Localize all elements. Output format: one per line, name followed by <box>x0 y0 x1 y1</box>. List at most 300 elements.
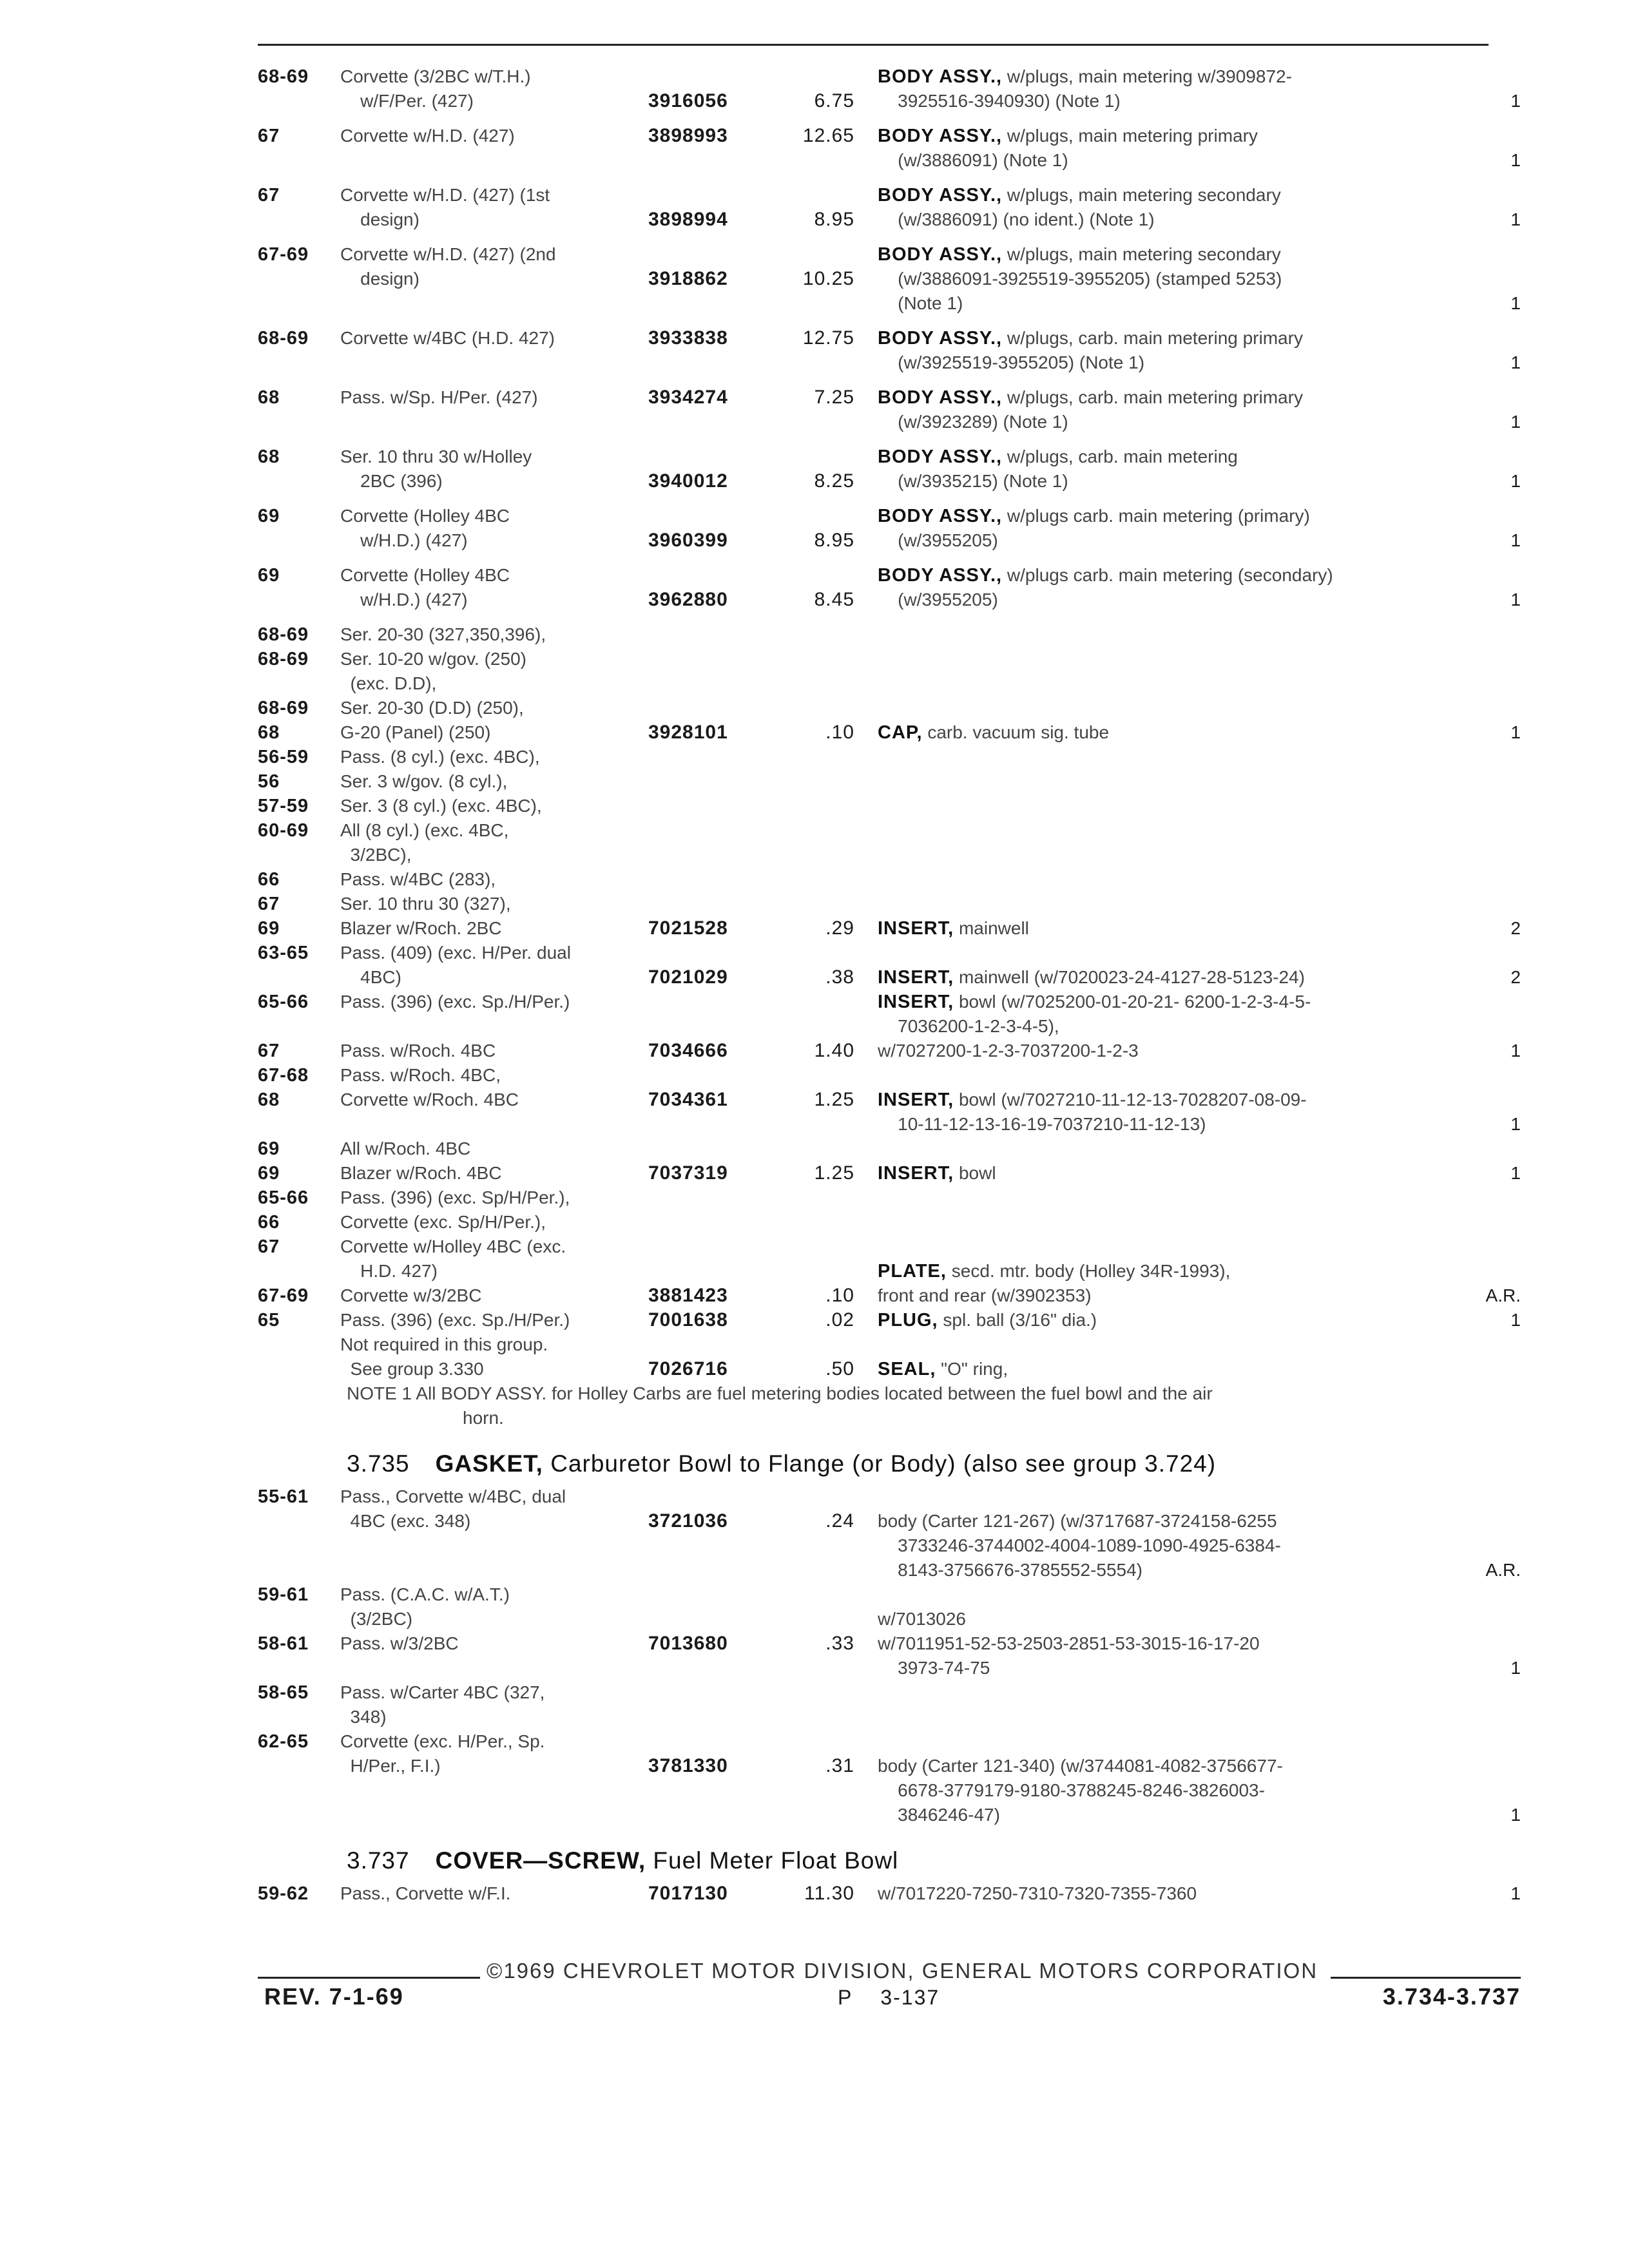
quantity: 1 <box>1510 1883 1521 1903</box>
catalog-row <box>258 1332 1521 1357</box>
model-years: 60-69 <box>258 820 309 841</box>
part-description <box>878 990 1438 1014</box>
model-years: 67 <box>258 894 280 914</box>
quantity: 2 <box>1510 918 1521 938</box>
part-description <box>878 183 1438 207</box>
application: Corvette (Holley 4BC <box>340 565 510 585</box>
catalog-row <box>258 1582 1521 1607</box>
application: H.D. 427) <box>340 1261 438 1281</box>
quantity: 1 <box>1510 209 1521 229</box>
list-price: 8.45 <box>814 589 854 610</box>
catalog-row <box>258 1485 1521 1509</box>
application: H/Per., F.I.) <box>340 1756 441 1776</box>
model-years: 67 <box>258 1236 280 1257</box>
list-price: .02 <box>825 1309 854 1331</box>
part-name: PLUG, <box>878 1310 938 1331</box>
section-number: 3.737 <box>347 1847 410 1874</box>
catalog-row <box>258 745 1521 769</box>
description-text: w/plugs, main metering secondary <box>1002 185 1281 205</box>
catalog-row <box>258 588 1521 612</box>
application: Ser. 3 (8 cyl.) (exc. 4BC), <box>340 796 542 816</box>
description-text: body (Carter 121-267) (w/3717687-3724158-6255 <box>878 1511 1277 1531</box>
quantity: 1 <box>1510 1041 1521 1061</box>
description-text: w/plugs, carb. main metering primary <box>1002 328 1303 348</box>
application: Corvette (3/2BC w/T.H.) <box>340 66 531 86</box>
model-years: 68-69 <box>258 698 309 718</box>
catalog-row <box>258 818 1521 843</box>
application: 4BC) <box>340 967 401 987</box>
part-number: 3918862 <box>648 268 728 289</box>
description-text: (w/3923289) (Note 1) <box>878 412 1068 432</box>
part-description <box>878 326 1438 351</box>
group-range: 3.734-3.737 <box>1382 1983 1521 2010</box>
list-price: 10.25 <box>802 268 854 289</box>
spacer <box>258 113 1521 124</box>
application: Corvette w/H.D. (427) (2nd <box>340 244 556 264</box>
model-years: 55-61 <box>258 1486 309 1507</box>
application: 4BC (exc. 348) <box>340 1511 471 1531</box>
part-name: INSERT, <box>878 918 954 939</box>
catalog-row <box>258 207 1521 232</box>
quantity: 1 <box>1510 1805 1521 1825</box>
part-description <box>878 1014 1438 1039</box>
application: Pass. w/Carter 4BC (327, <box>340 1682 545 1702</box>
catalog-row <box>258 504 1521 528</box>
description-text: w/7017220-7250-7310-7320-7355-7360 <box>878 1883 1197 1903</box>
description-text: spl. ball (3/16" dia.) <box>938 1310 1097 1330</box>
application: Pass. w/Roch. 4BC <box>340 1041 496 1061</box>
catalog-row <box>258 892 1521 916</box>
description-text: secd. mtr. body (Holley 34R-1993), <box>946 1261 1231 1281</box>
catalog-row <box>258 1729 1521 1754</box>
part-description <box>878 1754 1438 1778</box>
description-text: 3846246-47) <box>878 1805 1000 1825</box>
part-number: 7017130 <box>648 1883 728 1904</box>
model-years: 68-69 <box>258 328 309 349</box>
catalog-row <box>258 1063 1521 1088</box>
part-description <box>878 965 1438 990</box>
application: w/H.D.) (427) <box>340 530 468 550</box>
quantity: 1 <box>1510 352 1521 372</box>
list-price: .24 <box>825 1510 854 1532</box>
model-years: 67-68 <box>258 1065 309 1086</box>
part-name: BODY ASSY., <box>878 126 1003 146</box>
copyright-line <box>258 1959 1521 1984</box>
quantity: 1 <box>1510 530 1521 550</box>
page-footer <box>258 1983 1521 2015</box>
catalog-row <box>258 1137 1521 1161</box>
catalog-row <box>258 1533 1521 1558</box>
part-description <box>878 64 1438 89</box>
model-years: 67 <box>258 126 280 146</box>
part-number: 7021528 <box>648 918 728 939</box>
application: Corvette w/H.D. (427) (1st <box>340 185 550 205</box>
description-text: 8143-3756676-3785552-5554) <box>878 1560 1143 1580</box>
part-description <box>878 207 1438 232</box>
catalog-row <box>258 1558 1521 1582</box>
application: Corvette w/4BC (H.D. 427) <box>340 328 555 348</box>
part-description <box>878 1088 1438 1112</box>
model-years: 68-69 <box>258 66 309 87</box>
quantity: 1 <box>1510 293 1521 313</box>
rule-right <box>1331 1977 1521 1979</box>
model-years: 68 <box>258 387 280 408</box>
description-text: bowl (w/7027210-11-12-13-7028207-08-09- <box>954 1090 1307 1110</box>
model-years: 56-59 <box>258 747 309 767</box>
description-text: w/plugs, carb. main metering <box>1002 447 1238 466</box>
catalog-row <box>258 1161 1521 1186</box>
copyright-text: ©1969 CHEVROLET MOTOR DIVISION, GENERAL MOTORS CORPORATION <box>487 1959 1318 1983</box>
catalog-row <box>258 647 1521 671</box>
description-text: "O" ring, <box>936 1359 1008 1379</box>
catalog-row <box>258 916 1521 941</box>
description-text: body (Carter 121-340) (w/3744081-4082-3756677- <box>878 1756 1283 1776</box>
footnote-line: NOTE 1 All BODY ASSY. for Holley Carbs are fuel metering bodies located between the fuel bowl and the air <box>347 1383 1213 1403</box>
description-text: carb. vacuum sig. tube <box>922 722 1110 742</box>
revision-date: REV. 7-1-69 <box>264 1983 404 2010</box>
part-description <box>878 1357 1438 1381</box>
part-description <box>878 267 1438 291</box>
catalog-row <box>258 469 1521 494</box>
application: (3/2BC) <box>340 1609 413 1629</box>
part-description <box>878 528 1438 553</box>
list-price: .50 <box>825 1358 854 1379</box>
catalog-row <box>258 242 1521 267</box>
catalog-row <box>258 843 1521 867</box>
list-price: 8.95 <box>814 209 854 230</box>
part-description <box>878 1881 1438 1906</box>
part-name: PLATE, <box>878 1261 947 1282</box>
part-description <box>878 1259 1438 1283</box>
part-name: INSERT, <box>878 1163 954 1184</box>
section-heading <box>347 1448 1521 1479</box>
application: Corvette w/3/2BC <box>340 1285 482 1305</box>
part-description <box>878 1558 1438 1582</box>
part-number: 7021029 <box>648 966 728 988</box>
part-description <box>878 504 1438 528</box>
spacer <box>258 434 1521 445</box>
section-title: COVER—SCREW, <box>435 1847 646 1874</box>
application: Ser. 3 w/gov. (8 cyl.), <box>340 771 508 791</box>
part-number: 3960399 <box>648 530 728 551</box>
application: 2BC (396) <box>340 471 443 491</box>
catalog-row <box>258 267 1521 291</box>
catalog-row <box>258 64 1521 89</box>
application: design) <box>340 209 419 229</box>
page-number: P 3-137 <box>838 1986 940 2009</box>
description-text: bowl <box>954 1163 996 1183</box>
model-years: 66 <box>258 1212 280 1233</box>
application: 3/2BC), <box>340 845 412 865</box>
catalog-row <box>258 1680 1521 1705</box>
description-text: (Note 1) <box>878 293 963 313</box>
quantity: 1 <box>1510 150 1521 170</box>
catalog-row <box>258 1656 1521 1680</box>
parts-catalog-page <box>258 64 1521 1906</box>
part-number: 7013680 <box>648 1633 728 1654</box>
application: Blazer w/Roch. 4BC <box>340 1163 502 1183</box>
spacer <box>258 232 1521 242</box>
description-text: w/7011951-52-53-2503-2851-53-3015-16-17-20 <box>878 1633 1260 1653</box>
application: Ser. 10 thru 30 (327), <box>340 894 511 914</box>
description-text: (w/3935215) (Note 1) <box>878 471 1068 491</box>
list-price: 12.75 <box>802 327 854 349</box>
part-name: INSERT, <box>878 992 954 1012</box>
description-text: (w/3886091) (Note 1) <box>878 150 1068 170</box>
application: Ser. 20-30 (D.D) (250), <box>340 698 524 718</box>
list-price: 8.95 <box>814 530 854 551</box>
description-text: 3925516-3940930) (Note 1) <box>878 91 1121 111</box>
description-text: w/plugs, main metering secondary <box>1002 244 1281 264</box>
part-name: INSERT, <box>878 1090 954 1110</box>
model-years: 59-61 <box>258 1584 309 1605</box>
application: Pass. w/4BC (283), <box>340 869 496 889</box>
part-description <box>878 124 1438 148</box>
catalog-row <box>258 1259 1521 1283</box>
part-number: 3881423 <box>648 1285 728 1306</box>
catalog-row <box>258 410 1521 434</box>
model-years: 69 <box>258 506 280 526</box>
application: All (8 cyl.) (exc. 4BC, <box>340 820 509 840</box>
list-price: 8.25 <box>814 470 854 492</box>
quantity: 2 <box>1510 967 1521 987</box>
application: Pass. w/Roch. 4BC, <box>340 1065 501 1085</box>
part-name: BODY ASSY., <box>878 387 1003 408</box>
description-text: mainwell <box>954 918 1029 938</box>
part-description <box>878 291 1438 316</box>
quantity: 1 <box>1510 722 1521 742</box>
catalog-row <box>258 124 1521 148</box>
part-description <box>878 1607 1438 1631</box>
application: Corvette (exc. H/Per., Sp. <box>340 1731 545 1751</box>
application: w/F/Per. (427) <box>340 91 474 111</box>
catalog-row <box>258 1088 1521 1112</box>
model-years: 68 <box>258 447 280 467</box>
description-text: w/7027200-1-2-3-7037200-1-2-3 <box>878 1041 1139 1061</box>
part-description <box>878 1308 1438 1332</box>
part-name: BODY ASSY., <box>878 506 1003 526</box>
part-description <box>878 1283 1438 1308</box>
application: Corvette w/H.D. (427) <box>340 126 515 146</box>
part-number: 7034666 <box>648 1040 728 1061</box>
quantity: 1 <box>1510 471 1521 491</box>
description-text: (w/3886091-3925519-3955205) (stamped 5253) <box>878 269 1282 289</box>
catalog-row <box>258 1308 1521 1332</box>
part-description <box>878 588 1438 612</box>
list-price: 1.40 <box>814 1040 854 1061</box>
part-name: BODY ASSY., <box>878 328 1003 349</box>
description-text: bowl (w/7025200-01-20-21- 6200-1-2-3-4-5- <box>954 992 1311 1012</box>
top-rule <box>258 44 1489 46</box>
catalog-row <box>258 351 1521 375</box>
part-number: 3898993 <box>648 125 728 146</box>
footnote-line: horn. <box>463 1408 504 1428</box>
spacer <box>258 553 1521 563</box>
application: Corvette w/Holley 4BC (exc. <box>340 1236 566 1256</box>
rule-left <box>258 1977 480 1979</box>
description-text: 10-11-12-13-16-19-7037210-11-12-13) <box>878 1114 1206 1134</box>
catalog-row <box>258 528 1521 553</box>
application: Corvette w/Roch. 4BC <box>340 1090 519 1110</box>
part-description <box>878 1112 1438 1137</box>
quantity: 1 <box>1510 1114 1521 1134</box>
catalog-row <box>258 622 1521 647</box>
quantity: 1 <box>1510 1310 1521 1330</box>
part-description <box>878 445 1438 469</box>
catalog-row <box>258 183 1521 207</box>
list-price: 12.65 <box>802 125 854 146</box>
description-text: (w/3925519-3955205) (Note 1) <box>878 352 1145 372</box>
catalog-row <box>258 1607 1521 1631</box>
catalog-row <box>258 1754 1521 1778</box>
part-description <box>878 1039 1438 1063</box>
description-text: 3973-74-75 <box>878 1658 990 1678</box>
model-years: 65 <box>258 1310 280 1331</box>
catalog-row <box>258 1509 1521 1533</box>
part-description <box>878 1161 1438 1186</box>
footnote <box>347 1381 1442 1430</box>
application: Pass. (396) (exc. Sp/H/Per.), <box>340 1187 570 1207</box>
part-number: 3933838 <box>648 327 728 349</box>
description-text: w/plugs, carb. main metering primary <box>1002 387 1303 407</box>
part-description <box>878 1778 1438 1803</box>
part-number: 3721036 <box>648 1510 728 1532</box>
quantity: 1 <box>1510 91 1521 111</box>
catalog-row <box>258 148 1521 173</box>
part-name: BODY ASSY., <box>878 185 1003 206</box>
model-years: 62-65 <box>258 1731 309 1752</box>
part-description <box>878 1656 1438 1680</box>
description-text: front and rear (w/3902353) <box>878 1285 1092 1305</box>
part-description <box>878 148 1438 173</box>
description-text: (w/3886091) (no ident.) (Note 1) <box>878 209 1155 229</box>
part-description <box>878 1509 1438 1533</box>
application: Pass. (409) (exc. H/Per. dual <box>340 943 571 963</box>
part-description <box>878 385 1438 410</box>
application: Ser. 10-20 w/gov. (250) <box>340 649 526 669</box>
part-description <box>878 1803 1438 1827</box>
application: 348) <box>340 1707 387 1727</box>
quantity: 1 <box>1510 412 1521 432</box>
section-heading <box>347 1845 1521 1876</box>
part-description <box>878 1533 1438 1558</box>
list-price: .38 <box>825 966 854 988</box>
catalog-row <box>258 291 1521 316</box>
list-price: .10 <box>825 1285 854 1306</box>
list-price: 1.25 <box>814 1162 854 1184</box>
spacer <box>258 375 1521 385</box>
description-text: w/plugs carb. main metering (primary) <box>1002 506 1310 526</box>
list-price: .31 <box>825 1755 854 1776</box>
section-subtitle: Fuel Meter Float Bowl <box>646 1847 899 1874</box>
spacer <box>258 316 1521 326</box>
model-years: 56 <box>258 771 280 792</box>
part-description <box>878 1631 1438 1656</box>
catalog-row <box>258 769 1521 794</box>
application: Pass. w/3/2BC <box>340 1633 459 1653</box>
part-number: 3898994 <box>648 209 728 230</box>
catalog-row <box>258 867 1521 892</box>
application: Blazer w/Roch. 2BC <box>340 918 502 938</box>
description-text: (w/3955205) <box>878 530 998 550</box>
description-text: mainwell (w/7020023-24-4127-28-5123-24) <box>954 967 1305 987</box>
spacer <box>258 612 1521 622</box>
list-price: 7.25 <box>814 387 854 408</box>
application: Pass., Corvette w/4BC, dual <box>340 1486 566 1506</box>
application: All w/Roch. 4BC <box>340 1139 471 1158</box>
catalog-row <box>258 1039 1521 1063</box>
list-price: .29 <box>825 918 854 939</box>
part-number: 3940012 <box>648 470 728 492</box>
description-text: w/plugs carb. main metering (secondary) <box>1002 565 1333 585</box>
catalog-row <box>258 696 1521 720</box>
part-name: SEAL, <box>878 1359 936 1379</box>
part-description <box>878 410 1438 434</box>
application: Pass. (8 cyl.) (exc. 4BC), <box>340 747 540 767</box>
part-description <box>878 563 1438 588</box>
catalog-row <box>258 1881 1521 1906</box>
catalog-row <box>258 1014 1521 1039</box>
part-name: BODY ASSY., <box>878 66 1003 87</box>
application: Ser. 10 thru 30 w/Holley <box>340 447 532 466</box>
part-number: 3916056 <box>648 90 728 111</box>
part-name: BODY ASSY., <box>878 244 1003 265</box>
part-number: 7037319 <box>648 1162 728 1184</box>
quantity: 1 <box>1510 1163 1521 1183</box>
model-years: 68 <box>258 722 280 743</box>
catalog-row <box>258 1705 1521 1729</box>
catalog-row <box>258 445 1521 469</box>
application: Pass., Corvette w/F.I. <box>340 1883 511 1903</box>
section-title: GASKET, <box>435 1450 543 1477</box>
part-number: 7026716 <box>648 1358 728 1379</box>
model-years: 57-59 <box>258 796 309 816</box>
description-text: w/7013026 <box>878 1609 967 1629</box>
description-text: 3733246-3744002-4004-1089-1090-4925-6384- <box>878 1535 1281 1555</box>
model-years: 59-62 <box>258 1883 309 1904</box>
part-number: 3781330 <box>648 1755 728 1776</box>
part-number: 3962880 <box>648 589 728 610</box>
model-years: 69 <box>258 1163 280 1184</box>
part-description <box>878 351 1438 375</box>
application: (exc. D.D), <box>340 673 437 693</box>
catalog-row <box>258 1631 1521 1656</box>
model-years: 68-69 <box>258 624 309 645</box>
model-years: 69 <box>258 565 280 586</box>
catalog-row <box>258 1778 1521 1803</box>
spacer <box>258 494 1521 504</box>
model-years: 67 <box>258 1041 280 1061</box>
quantity: A.R. <box>1485 1560 1521 1580</box>
application: Ser. 20-30 (327,350,396), <box>340 624 546 644</box>
catalog-row <box>258 1112 1521 1137</box>
catalog-row <box>258 965 1521 990</box>
model-years: 69 <box>258 918 280 939</box>
part-name: BODY ASSY., <box>878 565 1003 586</box>
catalog-row <box>258 1803 1521 1827</box>
model-years: 69 <box>258 1139 280 1159</box>
model-years: 58-61 <box>258 1633 309 1654</box>
list-price: .10 <box>825 722 854 743</box>
part-number: 3928101 <box>648 722 728 743</box>
application: Corvette (Holley 4BC <box>340 506 510 526</box>
part-description <box>878 469 1438 494</box>
catalog-row <box>258 563 1521 588</box>
part-name: CAP, <box>878 722 923 743</box>
application: Pass. w/Sp. H/Per. (427) <box>340 387 538 407</box>
description-text: w/plugs, main metering w/3909872- <box>1002 66 1292 86</box>
application: G-20 (Panel) (250) <box>340 722 491 742</box>
